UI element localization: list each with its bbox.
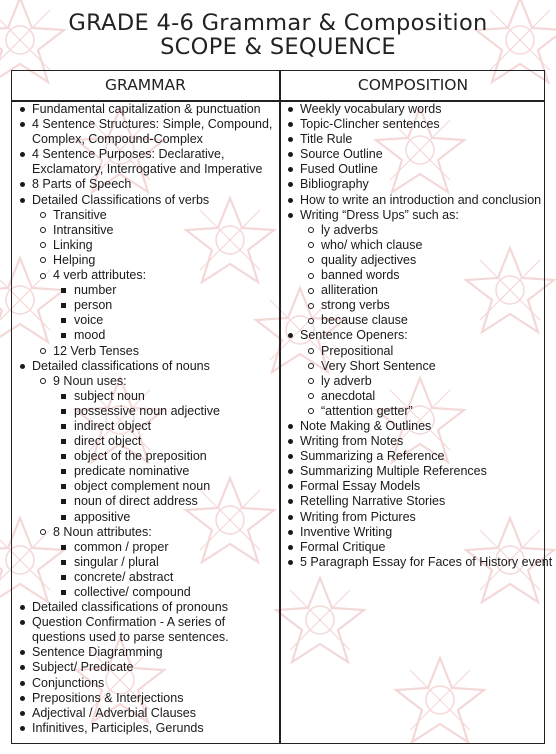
composition-item-text: How to write an introduction and conclusion <box>300 192 542 207</box>
composition-item-text: Very Short Sentence <box>321 358 436 373</box>
composition-item-text: Inventive Writing <box>300 524 393 539</box>
bullet-circle-icon <box>40 378 46 384</box>
grammar-item-text: Linking <box>53 237 93 252</box>
bullet-disc-icon <box>20 650 25 655</box>
grammar-item-text: Fundamental capitalization & punctuation <box>32 102 261 116</box>
bullet-disc-icon <box>20 122 25 127</box>
grammar-list-item <box>12 479 278 494</box>
bullet-square-icon <box>61 424 66 429</box>
bullet-disc-icon <box>20 182 25 187</box>
grammar-list-item <box>12 570 278 585</box>
grammar-list-item <box>12 645 278 660</box>
grammar-item-text: Intransitive <box>53 222 114 237</box>
composition-item-text: Weekly vocabulary words <box>300 102 442 116</box>
composition-item-text: Writing from Pictures <box>300 509 416 524</box>
grammar-item-text: noun of direct address <box>74 494 198 509</box>
bullet-circle-icon <box>308 227 314 233</box>
bullet-circle-icon <box>308 318 314 324</box>
grammar-list-item <box>12 389 278 404</box>
composition-list-item <box>280 162 546 177</box>
page-title: GRADE 4-6 Grammar & Composition <box>68 10 488 36</box>
grammar-item-text: object complement noun <box>74 479 211 494</box>
bullet-circle-icon <box>308 393 314 399</box>
bullet-circle-icon <box>40 273 46 279</box>
grammar-item-text: Sentence Diagramming <box>32 645 163 660</box>
composition-list-item <box>280 268 546 283</box>
grammar-list-item <box>12 344 278 359</box>
grammar-list-item <box>12 721 278 736</box>
grammar-list-item <box>12 313 278 328</box>
composition-list-item <box>280 540 546 555</box>
bullet-square-icon <box>61 590 66 595</box>
composition-list-item <box>280 117 546 132</box>
composition-item-text: Writing “Dress Ups” such as: <box>300 207 459 222</box>
bullet-square-icon <box>61 545 66 550</box>
grammar-list-item <box>12 177 278 192</box>
composition-list-item <box>280 193 546 208</box>
bullet-disc-icon <box>288 515 293 520</box>
bullet-disc-icon <box>288 439 293 444</box>
composition-item-text: banned words <box>321 268 400 283</box>
composition-item-text: “attention getter” <box>321 403 413 418</box>
composition-list-item <box>280 298 546 313</box>
bullet-square-icon <box>61 333 66 338</box>
bullet-disc-icon <box>288 560 293 565</box>
grammar-item-text: Detailed classifications of nouns <box>32 358 210 373</box>
grammar-list-item <box>12 298 278 313</box>
composition-list-item <box>280 102 546 117</box>
grammar-item-text: singular / plural <box>74 554 159 569</box>
composition-list-item <box>280 494 546 509</box>
bullet-disc-icon <box>20 620 25 625</box>
bullet-disc-icon <box>288 137 293 142</box>
bullet-circle-icon <box>308 378 314 384</box>
grammar-list-item <box>12 419 278 434</box>
bullet-square-icon <box>61 515 66 520</box>
composition-list-item <box>280 359 546 374</box>
bullet-circle-icon <box>308 348 314 354</box>
bullet-square-icon <box>61 469 66 474</box>
bullet-disc-icon <box>20 696 25 701</box>
composition-header: COMPOSITION <box>357 76 469 94</box>
bullet-disc-icon <box>288 182 293 187</box>
bullet-disc-icon <box>288 424 293 429</box>
grammar-item-text: 9 Noun uses: <box>53 373 127 388</box>
page-subtitle: SCOPE & SEQUENCE <box>160 34 396 60</box>
bullet-disc-icon <box>288 152 293 157</box>
grammar-item-text: Transitive <box>53 207 107 222</box>
grammar-list-item <box>12 555 278 570</box>
grammar-list-item <box>12 268 278 283</box>
composition-item-text: Prepositional <box>321 343 394 358</box>
grammar-list-item <box>12 208 278 223</box>
bullet-disc-icon <box>288 454 293 459</box>
grammar-list-item <box>12 359 278 374</box>
grammar-list-item <box>12 600 278 615</box>
composition-list-item <box>280 328 546 343</box>
composition-list-item <box>280 510 546 525</box>
composition-item-text: Summarizing a Reference <box>300 449 445 464</box>
bullet-disc-icon <box>20 711 25 716</box>
bullet-disc-icon <box>288 530 293 535</box>
bullet-disc-icon <box>288 167 293 172</box>
grammar-list-item <box>12 102 278 117</box>
composition-item-text: Topic-Clincher sentences <box>300 117 440 132</box>
grammar-list-item <box>12 464 278 479</box>
grammar-item-text: Prepositions & Interjections <box>32 690 184 705</box>
bullet-square-icon <box>61 454 66 459</box>
composition-list-item <box>280 283 546 298</box>
composition-list-item <box>280 404 546 419</box>
bullet-square-icon <box>61 409 66 414</box>
composition-item-text: Writing from Notes <box>300 434 404 449</box>
composition-item-text: Formal Critique <box>300 539 386 554</box>
grammar-item-text: 4 Sentence Structures: Simple, Compound, Complex, Compound-Complex <box>32 117 273 147</box>
grammar-list-item <box>12 676 278 691</box>
composition-list-item <box>280 525 546 540</box>
bullet-circle-icon <box>40 227 46 233</box>
grammar-item-text: concrete/ abstract <box>74 569 174 584</box>
composition-list-item <box>280 238 546 253</box>
bullet-square-icon <box>61 288 66 293</box>
composition-list-item <box>280 554 553 570</box>
grammar-list <box>12 102 278 736</box>
composition-list <box>280 102 553 570</box>
bullet-disc-icon <box>20 364 25 369</box>
bullet-circle-icon <box>308 303 314 309</box>
bullet-disc-icon <box>288 213 293 218</box>
composition-list-item <box>280 223 546 238</box>
composition-list-item <box>280 449 546 464</box>
bullet-square-icon <box>61 484 66 489</box>
composition-item-text: Note Making & Outlines <box>300 418 432 433</box>
bullet-circle-icon <box>308 242 314 248</box>
bullet-square-icon <box>61 318 66 323</box>
composition-item-text: Formal Essay Models <box>300 479 421 494</box>
grammar-item-text: appositive <box>74 509 131 524</box>
grammar-item-text: collective/ compound <box>74 585 191 599</box>
composition-item-text: strong verbs <box>321 298 390 313</box>
grammar-list-item <box>12 494 278 509</box>
bullet-circle-icon <box>308 363 314 369</box>
grammar-item-text: object of the preposition <box>74 449 207 464</box>
grammar-item-text: person <box>74 298 113 313</box>
composition-list-item <box>280 147 546 162</box>
grammar-item-text: mood <box>74 328 106 343</box>
bullet-disc-icon <box>288 499 293 504</box>
grammar-item-text: Question Confirmation - A series of questions used to parse sentences. <box>32 615 229 645</box>
grammar-list-item <box>12 434 278 449</box>
composition-item-text: Source Outline <box>300 147 383 162</box>
grammar-item-text: predicate nominative <box>74 464 190 479</box>
composition-item-text: ly adverb <box>321 373 372 388</box>
composition-item-text: Bibliography <box>300 177 369 192</box>
composition-list-item <box>280 374 546 389</box>
composition-list-item <box>280 344 546 359</box>
grammar-list-item <box>12 660 278 675</box>
grammar-item-text: common / proper <box>74 539 169 554</box>
grammar-item-text: Subject/ Predicate <box>32 660 134 675</box>
grammar-item-text: 8 Noun attributes: <box>53 524 152 539</box>
composition-item-text: quality adjectives <box>321 252 417 267</box>
bullet-disc-icon <box>20 152 25 157</box>
composition-item-text: Title Rule <box>300 132 353 147</box>
grammar-header: GRAMMAR <box>105 76 186 94</box>
grammar-item-text: direct object <box>74 434 142 449</box>
bullet-circle-icon <box>308 288 314 294</box>
bullet-circle-icon <box>308 273 314 279</box>
composition-list-item <box>280 464 546 479</box>
grammar-list-item <box>12 706 278 721</box>
composition-list-item <box>280 208 546 223</box>
grammar-list-item <box>12 238 278 253</box>
grammar-list-item <box>12 691 278 706</box>
grammar-list-item <box>12 404 278 419</box>
composition-list-item <box>280 389 546 404</box>
composition-list-item <box>280 479 546 494</box>
bullet-circle-icon <box>308 257 314 263</box>
bullet-square-icon <box>61 499 66 504</box>
composition-list-item <box>280 177 546 192</box>
bullet-disc-icon <box>288 122 293 127</box>
grammar-item-text: possessive noun adjective <box>74 403 220 418</box>
grammar-list-item <box>12 525 278 540</box>
grammar-item-text: Detailed Classifications of verbs <box>32 192 210 207</box>
bullet-disc-icon <box>20 665 25 670</box>
bullet-square-icon <box>61 560 66 565</box>
composition-item-text: because clause <box>321 313 408 328</box>
bullet-circle-icon <box>40 529 46 535</box>
bullet-circle-icon <box>40 348 46 354</box>
bullet-disc-icon <box>20 198 25 203</box>
grammar-item-text: 12 Verb Tenses <box>53 343 139 358</box>
composition-item-text: Retelling Narrative Stories <box>300 494 446 509</box>
composition-item-text: Summarizing Multiple References <box>300 464 487 479</box>
bullet-disc-icon <box>288 545 293 550</box>
bullet-circle-icon <box>308 408 314 414</box>
composition-list-item <box>280 253 546 268</box>
grammar-list-item <box>12 449 278 464</box>
composition-item-text: 5 Paragraph Essay for Faces of History event <box>300 554 553 569</box>
bullet-disc-icon <box>20 107 25 112</box>
grammar-list-item <box>12 510 278 525</box>
bullet-disc-icon <box>20 605 25 610</box>
grammar-item-text: voice <box>74 313 104 328</box>
bullet-circle-icon <box>40 257 46 263</box>
composition-list-item <box>280 434 546 449</box>
bullet-disc-icon <box>288 198 293 203</box>
grammar-item-text: subject noun <box>74 388 145 403</box>
grammar-list-item <box>12 585 278 600</box>
grammar-list-item <box>12 193 278 208</box>
bullet-square-icon <box>61 439 66 444</box>
bullet-disc-icon <box>288 107 293 112</box>
grammar-item-text: Detailed classifications of pronouns <box>32 600 228 615</box>
composition-list-item <box>280 132 546 147</box>
grammar-item-text: 4 Sentence Purposes: Declarative, Exclamatory, Interrogative and Imperative <box>32 147 263 177</box>
grammar-item-text: Helping <box>53 252 96 267</box>
grammar-list-item <box>12 540 278 555</box>
grammar-list-item <box>12 374 278 389</box>
composition-item-text: ly adverbs <box>321 222 378 237</box>
composition-item-text: who/ which clause <box>321 237 423 252</box>
bullet-square-icon <box>61 394 66 399</box>
grammar-list-item <box>12 615 278 645</box>
bullet-square-icon <box>61 575 66 580</box>
grammar-list-item <box>12 117 278 147</box>
composition-item-text: Fused Outline <box>300 162 378 177</box>
scope-sequence-table <box>11 70 553 744</box>
bullet-circle-icon <box>40 242 46 248</box>
bullet-disc-icon <box>20 726 25 731</box>
composition-list-item <box>280 313 546 328</box>
grammar-list-item <box>12 328 278 343</box>
bullet-disc-icon <box>20 681 25 686</box>
grammar-item-text: Conjunctions <box>32 675 105 690</box>
bullet-square-icon <box>61 303 66 308</box>
grammar-item-text: indirect object <box>74 418 152 433</box>
grammar-item-text: number <box>74 283 117 298</box>
composition-item-text: anecdotal <box>321 388 376 403</box>
grammar-item-text: Infinitives, Participles, Gerunds <box>32 720 204 735</box>
bullet-disc-icon <box>288 469 293 474</box>
composition-list-item <box>280 419 546 434</box>
grammar-item-text: Adjectival / Adverbial Clauses <box>32 705 196 720</box>
grammar-list-item <box>12 223 278 238</box>
bullet-circle-icon <box>40 212 46 218</box>
bullet-disc-icon <box>288 333 293 338</box>
composition-item-text: alliteration <box>321 283 378 298</box>
grammar-list-item <box>12 283 278 298</box>
composition-item-text: Sentence Openers: <box>300 328 408 343</box>
grammar-item-text: 4 verb attributes: <box>53 268 147 283</box>
bullet-disc-icon <box>288 484 293 489</box>
grammar-list-item <box>12 253 278 268</box>
grammar-list-item <box>12 147 278 177</box>
grammar-item-text: 8 Parts of Speech <box>32 177 132 192</box>
